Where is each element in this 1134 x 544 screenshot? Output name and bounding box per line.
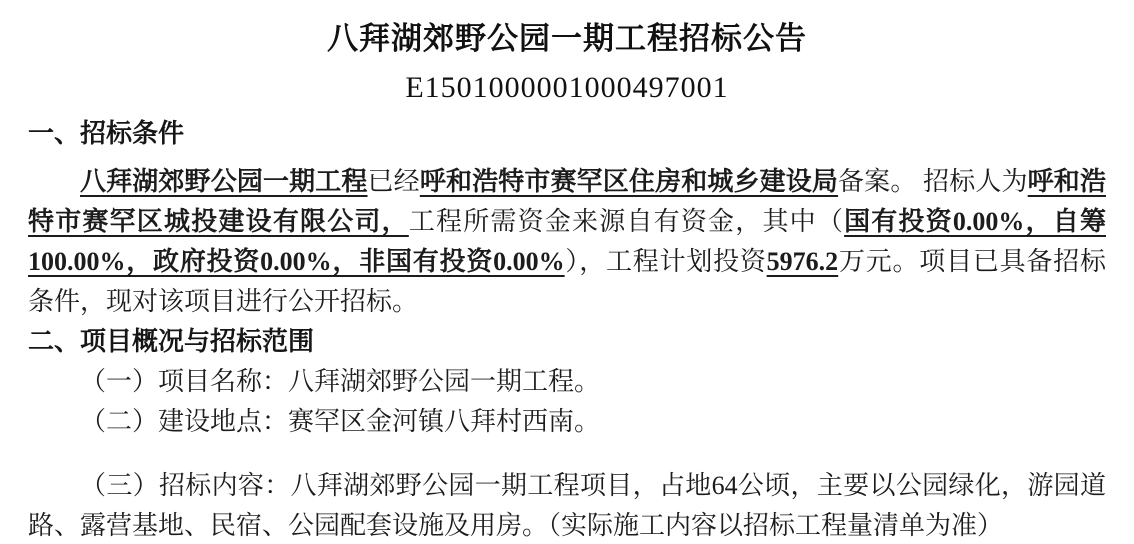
- text-run: 备案。 招标人为: [838, 167, 1028, 196]
- text-run: 万元。项目已具备招标条件，现对该项目进行公开招标。: [28, 247, 1106, 316]
- list-item-construction-site: （二）建设地点：赛罕区金河镇八拜村西南。: [80, 407, 601, 436]
- notice-number: E1501000001000497001: [405, 71, 729, 104]
- text-run: 5976.2: [766, 247, 839, 276]
- text-run: 工程所需资金来源自有资金，其中（: [408, 207, 845, 236]
- text-run: 已经: [367, 167, 420, 196]
- text-run: ），工程计划投资: [564, 247, 767, 276]
- text-run: 国有投资0.00%，自筹100.00%，政府投资0.00%，非国有投资0.00%: [28, 207, 1106, 276]
- list-item-bidding-content: （三）招标内容：八拜湖郊野公园一期工程项目，占地64公顷，主要以公园绿化，游园道路、露营基地、民宿、公园配套设施及用房。（实际施工内容以招标工程量清单为准）: [28, 471, 1106, 540]
- list-item-project-name: （一）项目名称：八拜湖郊野公园一期工程。: [80, 367, 601, 396]
- page-title: 八拜湖郊野公园一期工程招标公告: [327, 21, 807, 56]
- text-run: 呼和浩特市赛罕区城投建设有限公司，: [28, 167, 1106, 236]
- section-heading-project-overview: 二、项目概况与招标范围: [28, 327, 315, 356]
- text-run: 八拜湖郊野公园一期工程: [80, 167, 368, 196]
- text-run: 呼和浩特市赛罕区住房和城乡建设局: [419, 167, 839, 196]
- section-heading-bidding-conditions: 一、招标条件: [28, 119, 185, 148]
- bidding-conditions-paragraph: [28, 162, 1106, 322]
